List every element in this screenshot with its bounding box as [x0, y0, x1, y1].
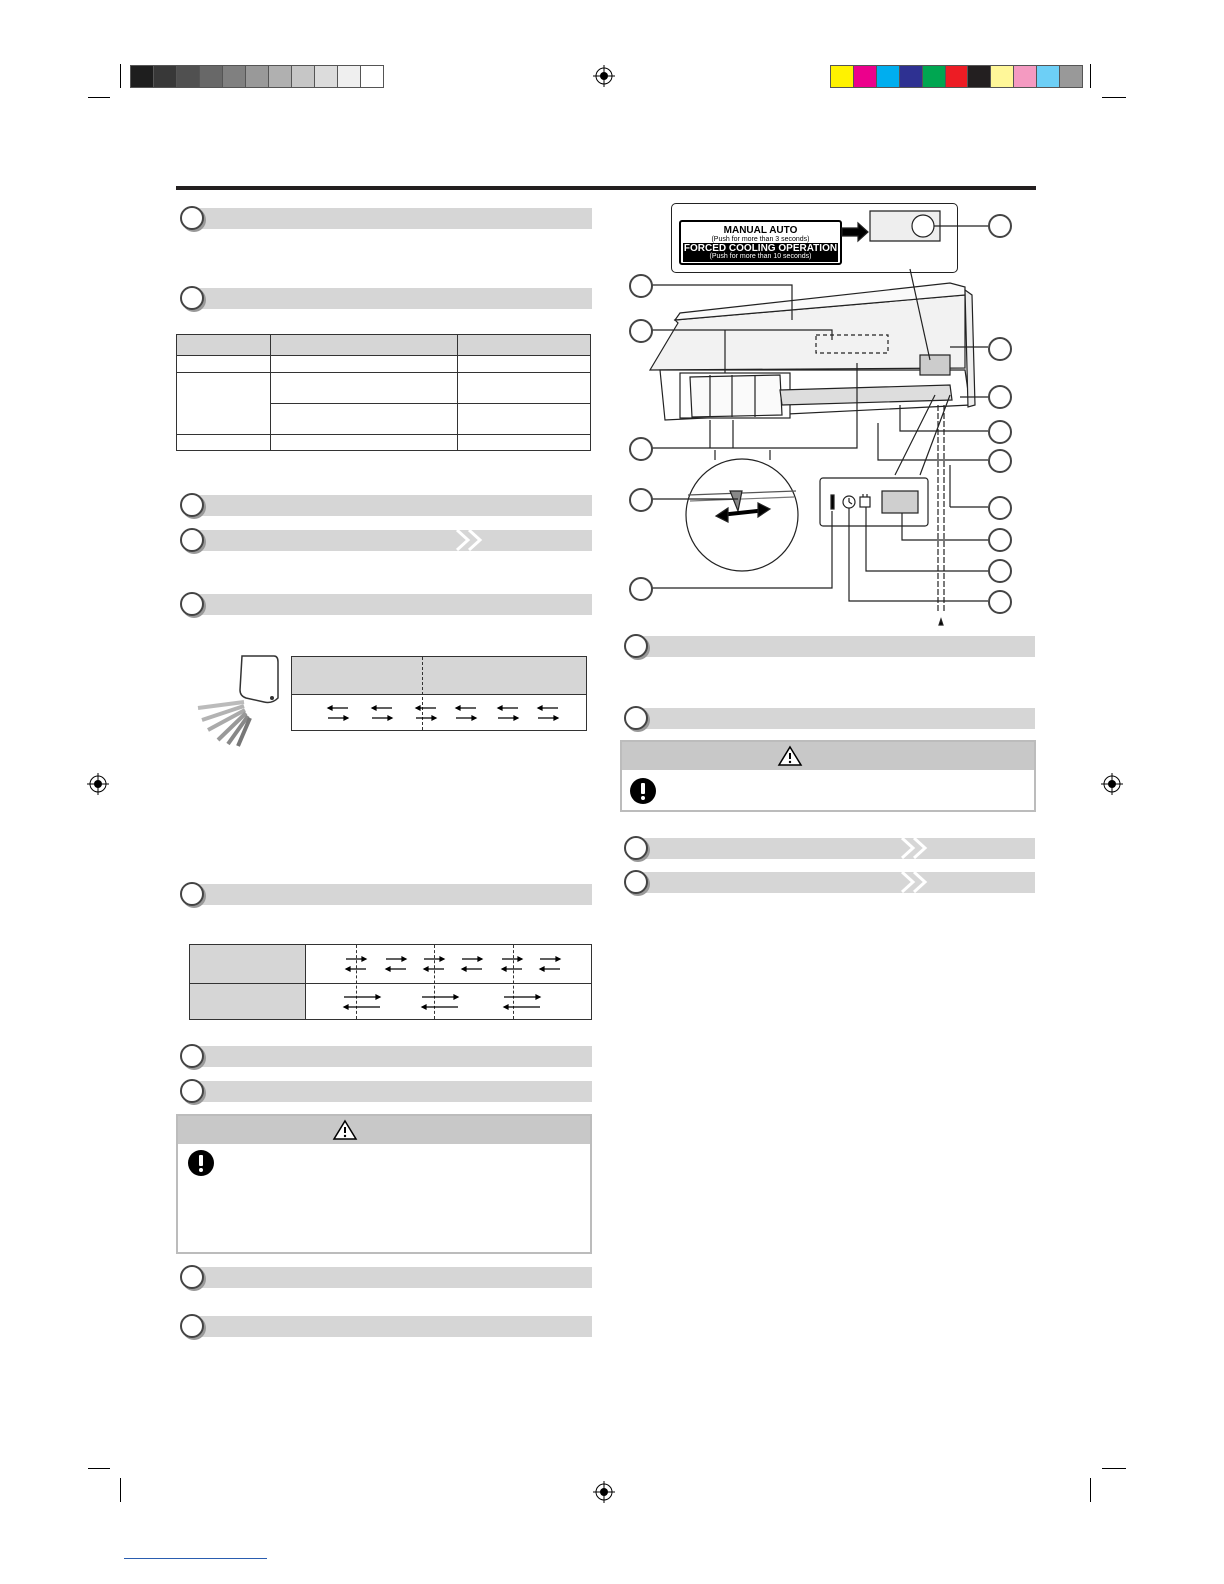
- callout-circle: [629, 319, 653, 343]
- footer-link-underline: [124, 1558, 267, 1559]
- color-swatch: [967, 65, 991, 88]
- section-bar: [637, 872, 1035, 893]
- crop-mark: [1102, 1468, 1126, 1469]
- registration-mark-icon: [87, 773, 109, 795]
- swing-arrows-wide: [340, 991, 570, 1013]
- manual-auto-label: MANUAL AUTO: [723, 225, 798, 236]
- callout-circle: [988, 337, 1012, 361]
- section-number-circle: [180, 1044, 204, 1068]
- section-number-circle: [180, 1079, 204, 1103]
- callout-circle: [629, 274, 653, 298]
- color-swatch: [130, 65, 154, 88]
- color-swatch: [337, 65, 361, 88]
- warning-triangle-icon: [777, 745, 803, 767]
- section-bar: [637, 838, 1035, 859]
- double-chevron-right-icon: [900, 870, 934, 894]
- color-swatch: [291, 65, 315, 88]
- crop-mark: [120, 64, 121, 88]
- swing-range-table: [189, 944, 592, 1020]
- callout-circle: [629, 577, 653, 601]
- caution-box: [176, 1114, 592, 1254]
- section-number-circle: [180, 493, 204, 517]
- section-number-circle: [624, 706, 648, 730]
- section-number-circle: [180, 528, 204, 552]
- manual-auto-sub: (Push for more than 3 seconds): [711, 236, 810, 243]
- exclamation-circle-icon: [188, 1150, 214, 1176]
- crop-mark: [120, 1478, 121, 1502]
- color-swatch: [360, 65, 384, 88]
- forced-cooling-sub: (Push for more than 10 seconds): [709, 253, 812, 260]
- color-swatch: [899, 65, 923, 88]
- callout-circle: [988, 449, 1012, 473]
- spec-table: [176, 334, 591, 451]
- callout-circle: [629, 488, 653, 512]
- section-number-circle: [180, 206, 204, 230]
- crop-mark: [1102, 97, 1126, 98]
- section-bar: [193, 594, 592, 615]
- section-bar: [637, 708, 1035, 729]
- section-bar: [193, 1316, 592, 1337]
- section-number-circle: [180, 286, 204, 310]
- section-bar: [193, 288, 592, 309]
- callout-circle: [988, 496, 1012, 520]
- crop-mark: [1090, 64, 1091, 88]
- forced-cooling-label: FORCED COOLING OPERATION: [683, 243, 838, 254]
- color-swatch: [876, 65, 900, 88]
- process-color-bar: [830, 65, 1082, 88]
- double-chevron-right-icon: [900, 836, 934, 860]
- registration-mark-icon: [593, 1481, 615, 1503]
- crop-mark: [1090, 1478, 1091, 1502]
- section-bar: [193, 495, 592, 516]
- section-bar: [193, 530, 592, 551]
- color-swatch: [176, 65, 200, 88]
- color-swatch: [199, 65, 223, 88]
- swing-arrows-narrow: [340, 953, 570, 975]
- header-rule: [176, 186, 1036, 190]
- color-swatch: [222, 65, 246, 88]
- double-chevron-right-icon: [455, 528, 489, 552]
- color-swatch: [945, 65, 969, 88]
- caution-box: [620, 740, 1036, 812]
- color-swatch: [1036, 65, 1060, 88]
- airflow-direction-illustration: [192, 650, 284, 750]
- crop-mark: [88, 97, 110, 98]
- section-bar: [193, 884, 592, 905]
- callout-circle: [988, 385, 1012, 409]
- section-number-circle: [180, 882, 204, 906]
- callout-circle: [629, 437, 653, 461]
- color-swatch: [314, 65, 338, 88]
- color-swatch: [268, 65, 292, 88]
- callout-circle: [988, 214, 1012, 238]
- section-bar: [193, 1267, 592, 1288]
- color-swatch: [990, 65, 1014, 88]
- color-swatch: [922, 65, 946, 88]
- callout-circle: [988, 559, 1012, 583]
- section-number-circle: [180, 592, 204, 616]
- section-bar: [193, 208, 592, 229]
- color-swatch: [1013, 65, 1037, 88]
- swing-arrows: [322, 702, 562, 724]
- exclamation-circle-icon: [630, 778, 656, 804]
- callout-circle: [988, 420, 1012, 444]
- color-swatch: [830, 65, 854, 88]
- warning-triangle-icon: [332, 1119, 358, 1141]
- section-bar: [193, 1046, 592, 1067]
- section-number-circle: [624, 836, 648, 860]
- section-bar: [637, 636, 1035, 657]
- registration-mark-icon: [593, 65, 615, 87]
- section-number-circle: [180, 1265, 204, 1289]
- section-number-circle: [624, 634, 648, 658]
- section-number-circle: [624, 870, 648, 894]
- swing-pattern-table: [291, 656, 587, 731]
- callout-circle: [988, 590, 1012, 614]
- section-number-circle: [180, 1314, 204, 1338]
- crop-mark: [88, 1468, 110, 1469]
- indoor-unit-diagram: [620, 195, 1040, 635]
- callout-circle: [988, 528, 1012, 552]
- color-swatch: [153, 65, 177, 88]
- section-bar: [193, 1081, 592, 1102]
- gray-color-bar: [130, 65, 383, 88]
- color-swatch: [853, 65, 877, 88]
- color-swatch: [1059, 65, 1083, 88]
- color-swatch: [245, 65, 269, 88]
- registration-mark-icon: [1101, 773, 1123, 795]
